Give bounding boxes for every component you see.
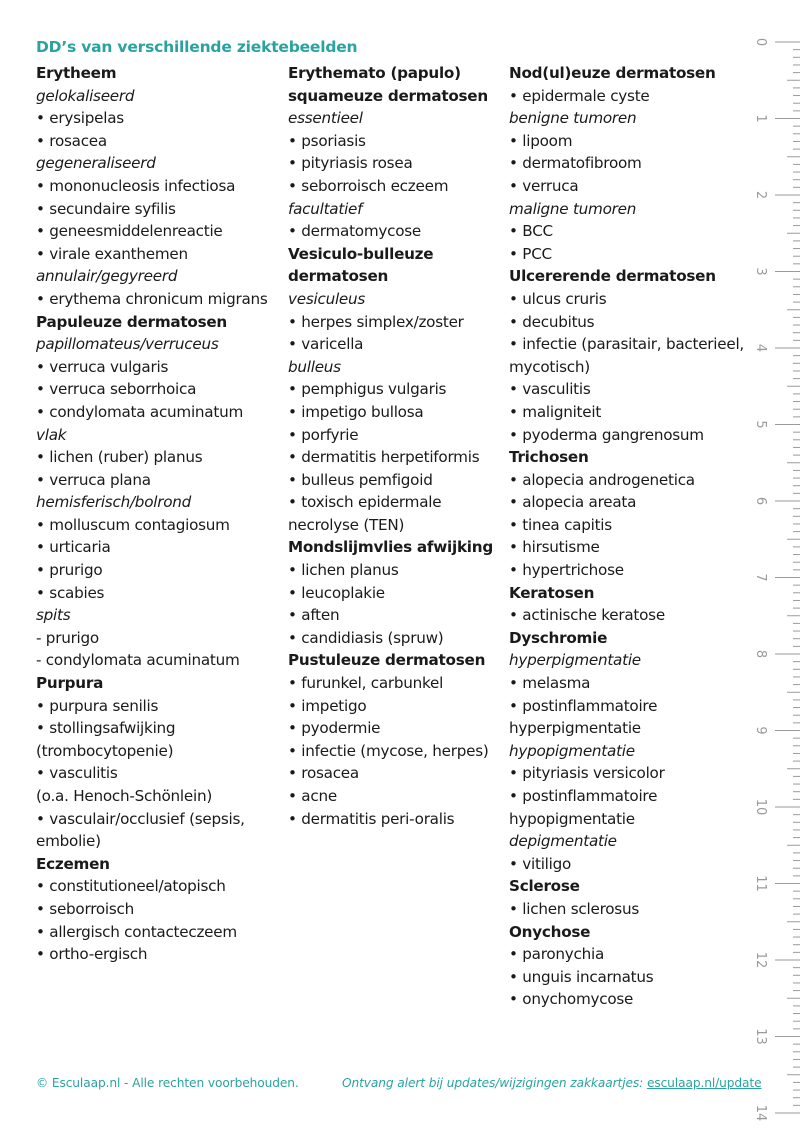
subheading: maligne tumoren (509, 199, 637, 218)
subheading: facultatief (288, 199, 363, 218)
section-heading: Erythemato (papulo) (288, 64, 461, 82)
list-item: • constitutioneel/atopisch (36, 877, 226, 896)
ruler-label: 11 (753, 875, 768, 892)
list-item: • rosacea (288, 764, 359, 783)
section-heading: Purpura (36, 674, 104, 693)
list-item: • hypertrichose (509, 561, 624, 580)
list-item: • verruca seborrhoica (36, 380, 197, 399)
subheading: spits (36, 606, 71, 625)
section-heading: Keratosen (509, 583, 595, 602)
column-middle (288, 62, 508, 830)
list-item: • verruca plana (36, 470, 151, 489)
ruler-label: 4 (753, 343, 768, 353)
ruler-label: 6 (753, 496, 768, 506)
list-item: • alopecia androgenetica (509, 470, 695, 489)
list-item: • candidiasis (spruw) (288, 628, 444, 647)
list-item: • maligniteit (509, 402, 602, 421)
list-item: • molluscum contagiosum (36, 515, 230, 534)
list-item: • alopecia areata (509, 493, 637, 512)
list-item: hypopigmentatie (509, 809, 635, 828)
list-item: • infectie (mycose, herpes) (288, 741, 489, 760)
list-item: • varicella (288, 335, 364, 354)
subheading: gelokaliseerd (36, 86, 135, 105)
section-heading: Pustuleuze dermatosen (288, 651, 486, 670)
update-link[interactable]: esculaap.nl/update (646, 1076, 762, 1090)
section-heading: Mondslijmvlies afwijking (288, 538, 493, 557)
list-item: • pyoderma gangrenosum (509, 425, 704, 444)
list-item: • impetigo bullosa (288, 402, 424, 421)
list-item: • vasculitis (36, 764, 118, 783)
ruler-label: 7 (753, 573, 768, 582)
list-item: • infectie (parasitair, bacterieel, (509, 335, 744, 354)
section-heading: Vesiculo-bulleuze (288, 244, 434, 263)
list-item: • ulcus cruris (509, 289, 607, 308)
list-item: hyperpigmentatie (509, 719, 641, 738)
list-item: • decubitus (509, 312, 595, 331)
list-item: • BCC (509, 222, 553, 241)
list-item: (trombocytopenie) (36, 741, 174, 760)
list-item: • allergisch contacteczeem (36, 922, 237, 941)
list-item: • lipoom (509, 131, 573, 150)
list-item: • dermatitis herpetiformis (288, 448, 480, 467)
section-heading: Erytheem (36, 64, 117, 82)
subheading: vlak (36, 425, 67, 444)
list-item: • scabies (36, 583, 105, 602)
list-item: • porfyrie (288, 425, 359, 444)
ruler-label: 8 (753, 649, 768, 659)
list-item: • aften (288, 606, 340, 625)
list-item: • epidermale cyste (509, 86, 650, 105)
ruler-label: 9 (753, 726, 768, 735)
list-item: • leucoplakie (288, 583, 385, 602)
list-item: • lichen planus (288, 561, 399, 580)
ruler-label: 12 (753, 951, 768, 969)
list-item: - condylomata acuminatum (36, 651, 240, 670)
subheading: vesiculeus (288, 289, 366, 308)
section-heading: Ulcererende dermatosen (509, 267, 716, 286)
update-alert (342, 1076, 762, 1090)
list-item: • melasma (509, 674, 591, 693)
section-heading: dermatosen (288, 267, 389, 286)
section-heading: Eczemen (36, 854, 110, 873)
section-heading: Onychose (509, 922, 591, 941)
ruler-label: 5 (753, 420, 768, 429)
list-item: • actinische keratose (509, 606, 665, 625)
list-item: • erythema chronicum migrans (36, 289, 268, 308)
column-right (509, 62, 754, 1011)
list-item: • pityriasis versicolor (509, 764, 665, 783)
ruler-label: 10 (753, 798, 768, 816)
subheading: benigne tumoren (509, 109, 637, 128)
list-item: embolie) (36, 832, 101, 851)
list-item: • herpes simplex/zoster (288, 312, 464, 331)
list-item: • vasculair/occlusief (sepsis, (36, 809, 245, 828)
section-heading: Sclerose (509, 877, 580, 896)
list-item: (o.a. Henoch-Schönlein) (36, 787, 212, 805)
ruler-label: 0 (753, 37, 768, 47)
ruler-label: 13 (753, 1028, 768, 1045)
list-item: • geneesmiddelenreactie (36, 222, 223, 241)
list-item: • pityriasis rosea (288, 154, 413, 173)
list-item: • acne (288, 787, 337, 805)
section-heading: squameuze dermatosen (288, 86, 488, 105)
list-item: • pemphigus vulgaris (288, 380, 447, 399)
list-item: • toxisch epidermale (288, 493, 442, 512)
list-item: • condylomata acuminatum (36, 402, 243, 421)
list-item: • bulleus pemfigoid (288, 470, 433, 489)
list-item: • lichen sclerosus (509, 899, 639, 918)
list-item: • lichen (ruber) planus (36, 448, 203, 467)
list-item: • dermatofibroom (509, 154, 642, 173)
list-item: • mononucleosis infectiosa (36, 176, 236, 195)
ruler-label: 2 (753, 190, 768, 200)
list-item: • postinflammatoire (509, 787, 658, 805)
subheading: annulair/gegyreerd (36, 267, 178, 286)
subheading: bulleus (288, 357, 341, 376)
list-item: • dermatomycose (288, 222, 422, 241)
subheading: essentieel (288, 109, 363, 128)
list-item: • rosacea (36, 131, 107, 150)
list-item: • ortho-ergisch (36, 945, 148, 964)
list-item: • virale exanthemen (36, 244, 188, 263)
list-item: - prurigo (36, 628, 99, 647)
list-item: • hirsutisme (509, 538, 600, 557)
list-item: • psoriasis (288, 131, 366, 150)
list-item: • PCC (509, 244, 552, 263)
list-item: • tinea capitis (509, 515, 612, 534)
list-item: • furunkel, carbunkel (288, 674, 444, 693)
list-item: • seborroisch eczeem (288, 176, 449, 195)
page-title: DD’s van verschillende ziektebeelden (36, 38, 358, 56)
list-item: • prurigo (36, 561, 103, 580)
section-heading: Nod(ul)euze dermatosen (509, 64, 716, 82)
ruler-label: 14 (753, 1104, 768, 1122)
list-item: • seborroisch (36, 899, 135, 918)
ruler-label: 3 (753, 267, 768, 276)
list-item: • postinflammatoire (509, 696, 658, 715)
update-alert-text: Ontvang alert bij updates/wijzigingen zakkaartjes: (342, 1076, 647, 1090)
list-item: • urticaria (36, 538, 111, 557)
list-item: • verruca vulgaris (36, 357, 169, 376)
list-item: • paronychia (509, 945, 605, 964)
list-item: • stollingsafwijking (36, 719, 176, 738)
list-item: • dermatitis peri-oralis (288, 809, 455, 828)
list-item: • vasculitis (509, 380, 591, 399)
list-item: • purpura senilis (36, 696, 159, 715)
list-item: • erysipelas (36, 109, 124, 128)
ruler (753, 0, 800, 1131)
column-left (36, 62, 286, 966)
list-item: necrolyse (TEN) (288, 515, 405, 534)
list-item: • vitiligo (509, 854, 572, 873)
copyright-notice: © Esculaap.nl - Alle rechten voorbehouden. (36, 1076, 299, 1090)
list-item: mycotisch) (509, 357, 590, 376)
list-item: • secundaire syfilis (36, 199, 176, 218)
subheading: depigmentatie (509, 832, 617, 851)
section-heading: Trichosen (509, 448, 589, 467)
subheading: hypopigmentatie (509, 741, 635, 760)
subheading: hyperpigmentatie (509, 651, 641, 670)
list-item: • verruca (509, 176, 579, 195)
list-item: • impetigo (288, 696, 367, 715)
ruler-label: 1 (753, 114, 768, 123)
subheading: gegeneraliseerd (36, 154, 156, 173)
list-item: • onychomycose (509, 990, 634, 1009)
section-heading: Papuleuze dermatosen (36, 312, 227, 331)
list-item: • unguis incarnatus (509, 967, 654, 986)
subheading: hemisferisch/bolrond (36, 493, 192, 512)
section-heading: Dyschromie (509, 628, 608, 647)
list-item: • pyodermie (288, 719, 381, 738)
subheading: papillomateus/verruceus (36, 335, 219, 354)
